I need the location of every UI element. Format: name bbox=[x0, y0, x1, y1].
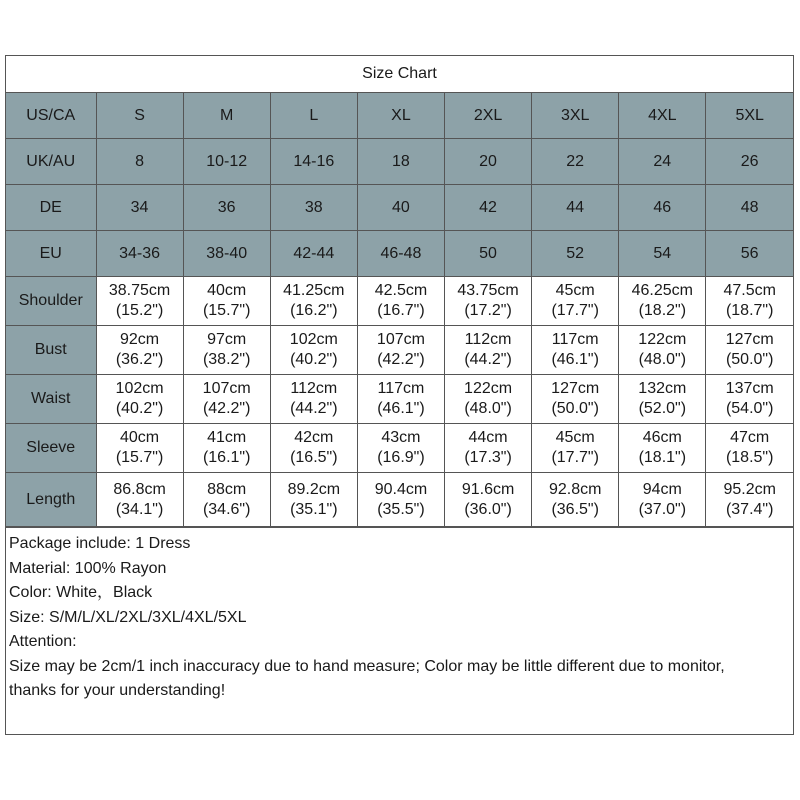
size-row-de bbox=[6, 185, 793, 231]
inch-value: (18.2") bbox=[638, 302, 687, 319]
measure-cell bbox=[619, 375, 706, 424]
measure-cell bbox=[706, 375, 793, 424]
row-label: Waist bbox=[6, 375, 96, 424]
inch-value: (38.2") bbox=[202, 351, 251, 368]
measure-cell bbox=[532, 473, 619, 527]
size-cell: 56 bbox=[706, 231, 793, 277]
inch-value: (17.2") bbox=[464, 302, 512, 319]
cm-value: 107cm bbox=[376, 331, 425, 348]
measure-cell bbox=[270, 277, 357, 326]
size-row-eu bbox=[6, 231, 793, 277]
disclaimer-line-1: Size may be 2cm/1 inch inaccuracy due to hand measure; Color may be little different due to monitor, bbox=[9, 657, 725, 675]
inch-value: (36.2") bbox=[115, 351, 164, 368]
size-cell: 38 bbox=[270, 185, 357, 231]
measure-cell bbox=[445, 375, 532, 424]
measure-row-bust bbox=[6, 326, 793, 375]
measure-cell bbox=[619, 326, 706, 375]
cm-value: 46.25cm bbox=[631, 282, 693, 299]
inch-value: (50.0") bbox=[551, 400, 599, 417]
measure-row-sleeve bbox=[6, 424, 793, 473]
size-cell: 46-48 bbox=[357, 231, 444, 277]
cm-value: 122cm bbox=[464, 380, 513, 397]
measure-cell bbox=[96, 424, 183, 473]
inch-value: (16.1") bbox=[202, 449, 251, 466]
size-cell: 20 bbox=[445, 139, 532, 185]
cm-value: 44cm bbox=[468, 429, 508, 446]
inch-value: (16.7") bbox=[377, 302, 425, 319]
inch-value: (42.2") bbox=[202, 400, 251, 417]
measure-cell bbox=[183, 277, 270, 326]
row-label: Length bbox=[6, 473, 96, 527]
row-label: Shoulder bbox=[6, 277, 96, 326]
measure-row-shoulder bbox=[6, 277, 793, 326]
cm-value: 127cm bbox=[551, 380, 600, 397]
inch-value: (54.0") bbox=[725, 400, 774, 417]
cm-value: 41cm bbox=[207, 429, 247, 446]
cm-value: 97cm bbox=[207, 331, 247, 348]
inch-value: (48.0") bbox=[464, 400, 512, 417]
cm-value: 92.8cm bbox=[548, 480, 602, 498]
cm-value: 89.2cm bbox=[287, 480, 341, 498]
cm-value: 132cm bbox=[638, 380, 687, 397]
measure-cell bbox=[96, 473, 183, 527]
size-cell: 3XL bbox=[532, 93, 619, 139]
row-label: Sleeve bbox=[6, 424, 96, 473]
size-chart-sheet bbox=[5, 55, 794, 735]
inch-value: (16.9") bbox=[377, 449, 425, 466]
size-table bbox=[6, 93, 793, 527]
measure-cell bbox=[445, 473, 532, 527]
cm-value: 95.2cm bbox=[723, 480, 776, 498]
cm-value: 40cm bbox=[207, 282, 247, 299]
material-note: Material: 100% Rayon bbox=[9, 559, 167, 577]
inch-value: (35.5") bbox=[377, 500, 425, 518]
cm-value: 117cm bbox=[377, 380, 425, 397]
cm-value: 94cm bbox=[642, 480, 682, 498]
inch-value: (44.2") bbox=[464, 351, 512, 368]
size-cell: 34-36 bbox=[96, 231, 183, 277]
measure-cell bbox=[96, 375, 183, 424]
attention-label: Attention: bbox=[9, 633, 77, 650]
size-row-uk-au bbox=[6, 139, 793, 185]
inch-value: (35.1") bbox=[290, 500, 338, 518]
measure-cell bbox=[357, 326, 444, 375]
product-notes bbox=[6, 527, 793, 704]
inch-value: (40.2") bbox=[115, 400, 164, 417]
size-cell: 44 bbox=[532, 185, 619, 231]
inch-value: (46.1") bbox=[377, 400, 425, 417]
cm-value: 40cm bbox=[120, 429, 160, 446]
size-cell: 42 bbox=[445, 185, 532, 231]
size-cell: M bbox=[183, 93, 270, 139]
inch-value: (40.2") bbox=[290, 351, 338, 368]
measure-cell bbox=[357, 473, 444, 527]
cm-value: 42.5cm bbox=[374, 282, 428, 299]
size-cell: 5XL bbox=[706, 93, 793, 139]
inch-value: (15.7") bbox=[115, 449, 164, 466]
color-note: Color: White，Black bbox=[9, 584, 153, 601]
cm-value: 88cm bbox=[207, 480, 247, 498]
cm-value: 43.75cm bbox=[457, 282, 519, 299]
measure-cell bbox=[183, 473, 270, 527]
size-row-us-ca bbox=[6, 93, 793, 139]
measure-cell bbox=[270, 424, 357, 473]
size-cell: 42-44 bbox=[270, 231, 357, 277]
size-cell: 36 bbox=[183, 185, 270, 231]
cm-value: 45cm bbox=[555, 429, 595, 446]
size-cell: 14-16 bbox=[270, 139, 357, 185]
measure-cell bbox=[270, 375, 357, 424]
measure-cell bbox=[532, 375, 619, 424]
cm-value: 86.8cm bbox=[113, 480, 166, 498]
cm-value: 122cm bbox=[638, 331, 687, 348]
measure-cell bbox=[619, 424, 706, 473]
inch-value: (48.0") bbox=[638, 351, 687, 368]
inch-value: (36.5") bbox=[551, 500, 599, 518]
cm-value: 45cm bbox=[555, 282, 595, 299]
cm-value: 47.5cm bbox=[723, 282, 776, 299]
cm-value: 102cm bbox=[115, 380, 164, 397]
cm-value: 92cm bbox=[120, 331, 160, 348]
inch-value: (50.0") bbox=[725, 351, 774, 368]
measure-row-length bbox=[6, 473, 793, 527]
cm-value: 107cm bbox=[202, 380, 251, 397]
inch-value: (36.0") bbox=[464, 500, 512, 518]
inch-value: (34.6") bbox=[202, 500, 251, 518]
cm-value: 112cm bbox=[464, 331, 512, 348]
inch-value: (34.1") bbox=[115, 500, 164, 518]
inch-value: (42.2") bbox=[377, 351, 425, 368]
measure-cell bbox=[532, 424, 619, 473]
row-label: UK/AU bbox=[6, 139, 96, 185]
measure-cell bbox=[270, 473, 357, 527]
measure-cell bbox=[183, 424, 270, 473]
inch-value: (37.4") bbox=[725, 500, 774, 518]
cm-value: 41.25cm bbox=[283, 282, 345, 299]
measure-cell bbox=[96, 326, 183, 375]
disclaimer-line-2: thanks for your understanding! bbox=[9, 682, 226, 699]
size-cell: 24 bbox=[619, 139, 706, 185]
cm-value: 112cm bbox=[290, 380, 338, 397]
size-cell: 4XL bbox=[619, 93, 706, 139]
cm-value: 38.75cm bbox=[108, 282, 171, 299]
measure-cell bbox=[357, 375, 444, 424]
inch-value: (37.0") bbox=[638, 500, 687, 518]
inch-value: (18.1") bbox=[638, 449, 687, 466]
package-note: Package include: 1 Dress bbox=[9, 535, 191, 552]
size-cell: 50 bbox=[445, 231, 532, 277]
measure-cell bbox=[445, 277, 532, 326]
inch-value: (52.0") bbox=[638, 400, 687, 417]
measure-cell bbox=[445, 424, 532, 473]
measure-cell bbox=[270, 326, 357, 375]
size-cell: 52 bbox=[532, 231, 619, 277]
cm-value: 91.6cm bbox=[461, 480, 515, 498]
row-label: EU bbox=[6, 231, 96, 277]
size-cell: 38-40 bbox=[183, 231, 270, 277]
size-chart-title: Size Chart bbox=[6, 56, 793, 93]
measure-cell bbox=[706, 277, 793, 326]
row-label: DE bbox=[6, 185, 96, 231]
size-cell: 26 bbox=[706, 139, 793, 185]
inch-value: (18.5") bbox=[725, 449, 774, 466]
row-label: Bust bbox=[6, 326, 96, 375]
size-cell: 22 bbox=[532, 139, 619, 185]
measure-cell bbox=[532, 326, 619, 375]
inch-value: (17.7") bbox=[551, 302, 599, 319]
cm-value: 42cm bbox=[294, 429, 334, 446]
size-cell: S bbox=[96, 93, 183, 139]
measure-cell bbox=[183, 375, 270, 424]
measure-cell bbox=[357, 277, 444, 326]
size-cell: 54 bbox=[619, 231, 706, 277]
size-cell: 34 bbox=[96, 185, 183, 231]
inch-value: (15.7") bbox=[202, 302, 251, 319]
size-cell: XL bbox=[357, 93, 444, 139]
measure-cell bbox=[706, 424, 793, 473]
cm-value: 102cm bbox=[289, 331, 338, 348]
cm-value: 90.4cm bbox=[374, 480, 428, 498]
measure-cell bbox=[183, 326, 270, 375]
measure-cell bbox=[357, 424, 444, 473]
size-cell: 10-12 bbox=[183, 139, 270, 185]
inch-value: (16.5") bbox=[290, 449, 338, 466]
size-cell: 8 bbox=[96, 139, 183, 185]
cm-value: 137cm bbox=[725, 380, 774, 397]
size-cell: L bbox=[270, 93, 357, 139]
inch-value: (44.2") bbox=[290, 400, 338, 417]
measure-cell bbox=[619, 277, 706, 326]
size-cell: 48 bbox=[706, 185, 793, 231]
measure-cell bbox=[706, 473, 793, 527]
measure-cell bbox=[619, 473, 706, 527]
measure-cell bbox=[706, 326, 793, 375]
inch-value: (16.2") bbox=[290, 302, 338, 319]
cm-value: 46cm bbox=[642, 429, 682, 446]
inch-value: (17.3") bbox=[464, 449, 512, 466]
size-cell: 18 bbox=[357, 139, 444, 185]
size-cell: 40 bbox=[357, 185, 444, 231]
inch-value: (46.1") bbox=[551, 351, 599, 368]
measure-row-waist bbox=[6, 375, 793, 424]
size-note: Size: S/M/L/XL/2XL/3XL/4XL/5XL bbox=[9, 608, 247, 626]
inch-value: (17.7") bbox=[551, 449, 599, 466]
size-cell: 46 bbox=[619, 185, 706, 231]
cm-value: 117cm bbox=[551, 331, 599, 348]
cm-value: 47cm bbox=[730, 429, 770, 446]
cm-value: 43cm bbox=[381, 429, 421, 446]
inch-value: (15.2") bbox=[115, 302, 164, 319]
cm-value: 127cm bbox=[725, 331, 774, 348]
measure-cell bbox=[96, 277, 183, 326]
inch-value: (18.7") bbox=[725, 302, 774, 319]
size-cell: 2XL bbox=[445, 93, 532, 139]
measure-cell bbox=[445, 326, 532, 375]
row-label: US/CA bbox=[6, 93, 96, 139]
measure-cell bbox=[532, 277, 619, 326]
